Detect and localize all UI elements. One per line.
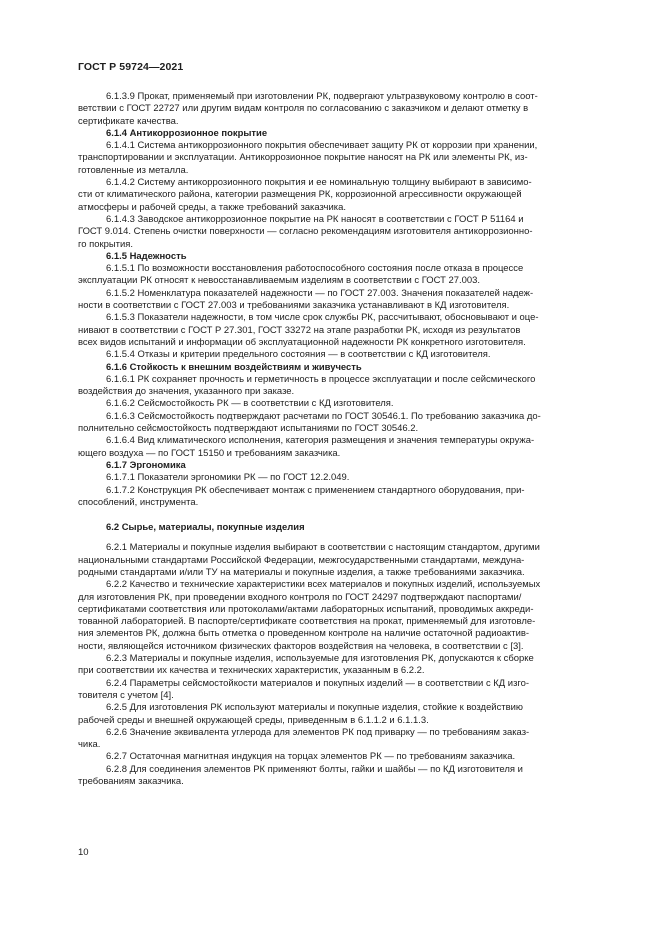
paragraph: 6.1.5.4 Отказы и критерии предельного состояния — в соответствии с КД изготовителя. (106, 349, 491, 361)
paragraph: 6.1.7.2 Конструкция РК обеспечивает монтаж с применением стандартного оборудования, при- способлений, инструмента. (78, 484, 525, 508)
paragraph: 6.2.1 Материалы и покупные изделия выбирают в соответствии с настоящим стандартом, другими национальными стандартами Российской Федерации, межгосударственными стандартами, междуна- родными стандартами и/или ТУ на материалы и покупные изделия, а также требованиями заказчика. (78, 542, 540, 578)
document-header: ГОСТ Р 59724—2021 (78, 61, 184, 73)
paragraph: 6.2.2 Качество и технические характеристики всех материалов и покупных изделий, используемых для изготовления РК, при проведении входного контроля по ГОСТ 24297 подтверждают паспортами/ сертификатами соответствия или протоколами/актами лабораторных испытаний, проводимых аккреди- тованной лабораторией. В паспорте/сертификате соответствия на прокат, применяемый для изготовле- ния элементов РК, должна быть отметка о проведенном контроле на наличие остаточной радиоактив- ности, являющейся источником физических факторов воздействия на человека, в соответствии с [3]. (78, 579, 541, 652)
paragraph: 6.2.4 Параметры сейсмостойкости материалов и покупных изделий — в соответствии с КД изго- товителя с учетом [4]. (78, 677, 530, 701)
paragraph: 6.1.5.1 По возможности восстановления работоспособного состояния после отказа в процессе эксплуатации РК относят к невосстанавливаемым изделиям в соответствии с ГОСТ 27.003. (78, 263, 524, 287)
paragraph: 6.2.8 Для соединения элементов РК применяют болты, гайки и шайбы — по КД изготовителя и требованиям заказчика. (78, 763, 523, 788)
section-heading: 6.1.6 Стойкость к внешним воздействиям и живучесть (106, 361, 362, 373)
paragraph: 6.1.6.4 Вид климатического исполнения, категория размещения и значения температуры окружа- ющего воздуха — по ГОСТ 15150 и требованиям заказчика. (78, 435, 535, 459)
paragraph: 6.2.7 Остаточная магнитная индукция на торцах элементов РК — по требованиям заказчика. (106, 751, 516, 763)
paragraph: 6.1.6.2 Сейсмостойкость РК — в соответствии с КД изготовителя. (106, 398, 394, 410)
paragraph: 6.1.7.1 Показатели эргономики РК — по ГОСТ 12.2.049. (106, 472, 350, 484)
section-heading: 6.1.7 Эргономика (106, 459, 186, 471)
paragraph: 6.1.4.3 Заводское антикоррозионное покрытие на РК наносят в соответствии с ГОСТ Р 51164 и ГОСТ 9.014. Степень очистки поверхности — согласно рекомендациям изготовителя антикоррозионно- го покрытия. (78, 213, 533, 250)
paragraph: 6.2.5 Для изготовления РК используют материалы и покупные изделия, стойкие к воздействию рабочей среды и внешней окружающей среды, приведенным в 6.1.1.2 и 6.1.1.3. (78, 702, 523, 726)
section-heading: 6.1.4 Антикоррозионное покрытие (106, 127, 268, 139)
paragraph: 6.1.5.3 Показатели надежности, в том числе срок службы РК, рассчитывают, обосновывают и оце- нивают в соответствии с ГОСТ Р 27.301, ГОСТ 33272 на этапе разработки РК, исходя из результатов всех видов испытаний и информации об эксплуатационной надежности РК конкретного изготовителя. (78, 312, 539, 348)
paragraph: 6.1.3.9 Прокат, применяемый при изготовлении РК, подвергают ультразвуковому контролю в соот- ветствии с ГОСТ 22727 или другим видам контроля по согласованию с заказчиком и делают отметку в сертификате качества. (78, 91, 538, 127)
document-body (78, 91, 615, 788)
paragraph: 6.2.3 Материалы и покупные изделия, используемые для изготовления РК, допускаются к сборке при соответствии их качества и технических характеристик, указанным в 6.2.2. (78, 653, 534, 677)
paragraph: 6.1.5.2 Номенклатура показателей надежности — по ГОСТ 27.003. Значения показателей надеж- ности в соответствии с ГОСТ 27.003 и требованиями заказчика устанавливают в КД изготовителя. (78, 287, 534, 312)
paragraph: 6.2.6 Значение эквивалента углерода для элементов РК под приварку — по требованиям заказ- чика. (78, 726, 530, 751)
paragraph: 6.1.6.1 РК сохраняет прочность и герметичность в процессе эксплуатации и после сейсмического воздействия до значения, указанного при заказе. (78, 373, 536, 398)
page-number: 10 (78, 847, 89, 858)
section-heading: 6.1.5 Надежность (106, 250, 187, 262)
paragraph: 6.1.6.3 Сейсмостойкость подтверждают расчетами по ГОСТ 30546.1. По требованию заказчика до- полнительно сейсмостойкость подтверждают испытаниями по ГОСТ 30546.2. (78, 410, 541, 435)
paragraph: 6.1.4.2 Систему антикоррозионного покрытия и ее номинальную толщину выбирают в зависимо- сти от климатического района, категории размещения РК, коррозионной агрессивности окружающей атмосферы и рабочей среды, а также требований заказчика. (78, 177, 532, 213)
section-heading: 6.2 Сырье, материалы, покупные изделия (106, 522, 305, 534)
paragraph: 6.1.4.1 Система антикоррозионного покрытия обеспечивает защиту РК от коррозии при хранении, транспортировании и эксплуатации. Антикоррозионное покрытие наносят на РК или элементы РК, из- готовленные из металла. (78, 140, 538, 176)
